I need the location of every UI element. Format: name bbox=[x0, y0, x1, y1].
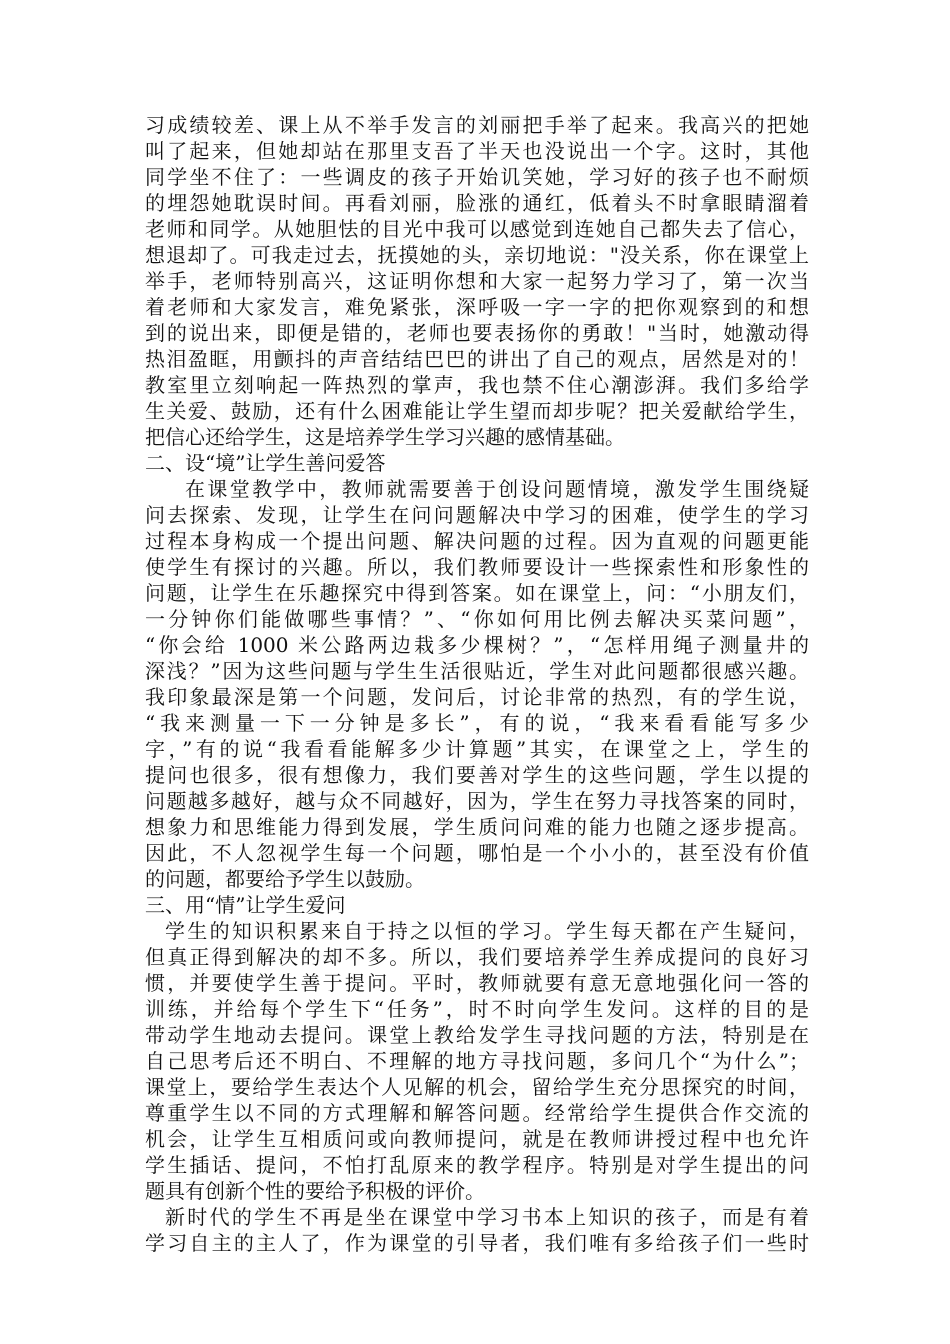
text-line: 叫了起来，但她却站在那里支吾了半天也没说出一个字。这时，其他 bbox=[145, 139, 809, 163]
text-line: 学生插话、提问，不怕打乱原来的教学程序。特别是对学生提出的问 bbox=[145, 1153, 809, 1177]
text-line: 机会，让学生互相质问或向教师提问，就是在教师讲授过程中也允许 bbox=[145, 1127, 809, 1151]
text-line: 训练，并给每个学生下“任务”，时不时向学生发问。这样的目的是 bbox=[145, 997, 809, 1021]
text-line: 生关爱、鼓励，还有什么困难能让学生望而却步呢？把关爱献给学生， bbox=[145, 399, 809, 423]
text-line: 使学生有探讨的兴趣。所以，我们教师要设计一些探索性和形象性的 bbox=[145, 555, 809, 579]
text-line: 着老师和大家发言，难免紧张，深呼吸一字一字的把你观察到的和想 bbox=[145, 295, 809, 319]
paragraph-2 bbox=[145, 476, 809, 892]
text-line: 的埋怨她耽误时间。再看刘丽，脸涨的通红，低着头不时拿眼睛溜着 bbox=[145, 191, 809, 215]
text-line: 题具有创新个性的要给予积极的评价。 bbox=[145, 1179, 485, 1203]
text-line: 在课堂教学中，教师就需要善于创设问题情境，激发学生围绕疑 bbox=[185, 477, 809, 501]
text-line: 惯，并要使学生善于提问。平时，教师就要有意无意地强化问一答的 bbox=[145, 971, 809, 995]
text-line: 学习自主的主人了，作为课堂的引导者，我们唯有多给孩子们一些时 bbox=[145, 1231, 809, 1255]
document-page bbox=[145, 112, 809, 1256]
text-line: 问题，让学生在乐趣探究中得到答案。如在课堂上，问：“小朋友们， bbox=[145, 581, 809, 605]
text-line: 新时代的学生不再是坐在课堂中学习书本上知识的孩子，而是有着 bbox=[165, 1205, 809, 1229]
text-line: 带动学生地动去提问。课堂上教给发学生寻找问题的方法，特别是在 bbox=[145, 1023, 809, 1047]
text-line: 同学坐不住了：一些调皮的孩子开始讥笑她，学习好的孩子也不耐烦 bbox=[145, 165, 809, 189]
text-line: 老师和同学。从她胆怯的目光中我可以感觉到连她自己都失去了信心， bbox=[145, 217, 809, 241]
text-line: 想象力和思维能力得到发展，学生质问问难的能力也随之逐步提高。 bbox=[145, 815, 809, 839]
paragraph-4 bbox=[145, 1204, 809, 1256]
text-line: 提问也很多，很有想像力，我们要善对学生的这些问题，学生以提的 bbox=[145, 763, 809, 787]
text-line: 把信心还给学生，这是培养学生学习兴趣的感情基础。 bbox=[145, 425, 625, 449]
text-line: 因此，不人忽视学生每一个问题，哪怕是一个小小的，甚至没有价值 bbox=[145, 841, 809, 865]
text-line: 字，”有的说“我看看能解多少计算题”其实，在课堂之上，学生的 bbox=[145, 737, 809, 761]
text-line: 一分钟你们能做哪些事情？”、“你如何用比例去解决买菜问题”， bbox=[145, 607, 809, 631]
text-line: 想退却了。可我走过去，抚摸她的头，亲切地说："没关系，你在课堂上 bbox=[145, 243, 809, 267]
text-line: 到的说出来，即便是错的，老师也要表扬你的勇敢！"当时，她激动得 bbox=[145, 321, 809, 345]
section-heading-3: 三、用“情”让学生爱问 bbox=[145, 893, 346, 917]
text-line: “你会给 1000 米公路两边栽多少棵树？”，“怎样用绳子测量井的 bbox=[145, 633, 809, 657]
text-line: 尊重学生以不同的方式理解和解答问题。经常给学生提供合作交流的 bbox=[145, 1101, 809, 1125]
text-line: “我来测量一下一分钟是多长”，有的说，“我来看看能写多少 bbox=[145, 711, 809, 735]
text-line: 深浅？”因为这些问题与学生生活很贴近，学生对此问题都很感兴趣。 bbox=[145, 659, 809, 683]
text-line: 我印象最深是第一个问题，发问后，讨论非常的热烈，有的学生说， bbox=[145, 685, 809, 709]
text-line: 自己思考后还不明白、不理解的地方寻找问题，多问几个“为什么”； bbox=[145, 1049, 809, 1073]
text-line: 习成绩较差、课上从不举手发言的刘丽把手举了起来。我高兴的把她 bbox=[145, 113, 809, 137]
paragraph-3 bbox=[145, 918, 809, 1204]
text-line: 举手，老师特别高兴，这证明你想和大家一起努力学习了，第一次当 bbox=[145, 269, 809, 293]
paragraph-1 bbox=[145, 112, 809, 450]
text-line: 问去探索、发现，让学生在问问题解决中学习的困难，使学生的学习 bbox=[145, 503, 809, 527]
text-line: 教室里立刻响起一阵热烈的掌声，我也禁不住心潮澎湃。我们多给学 bbox=[145, 373, 809, 397]
text-line: 过程本身构成一个提出问题、解决问题的过程。因为直观的问题更能 bbox=[145, 529, 809, 553]
text-line: 热泪盈眶，用颤抖的声音结结巴巴的讲出了自己的观点，居然是对的！ bbox=[145, 347, 809, 371]
text-line: 学生的知识积累来自于持之以恒的学习。学生每天都在产生疑问， bbox=[165, 919, 809, 943]
text-line: 问题越多越好，越与众不同越好，因为，学生在努力寻找答案的同时， bbox=[145, 789, 809, 813]
text-line: 但真正得到解决的却不多。所以，我们要培养学生养成提问的良好习 bbox=[145, 945, 809, 969]
section-heading-2: 二、设“境”让学生善问爱答 bbox=[145, 451, 386, 475]
text-line: 的问题，都要给予学生以鼓励。 bbox=[145, 867, 425, 891]
text-line: 课堂上，要给学生表达个人见解的机会，留给学生充分思探究的时间， bbox=[145, 1075, 809, 1099]
